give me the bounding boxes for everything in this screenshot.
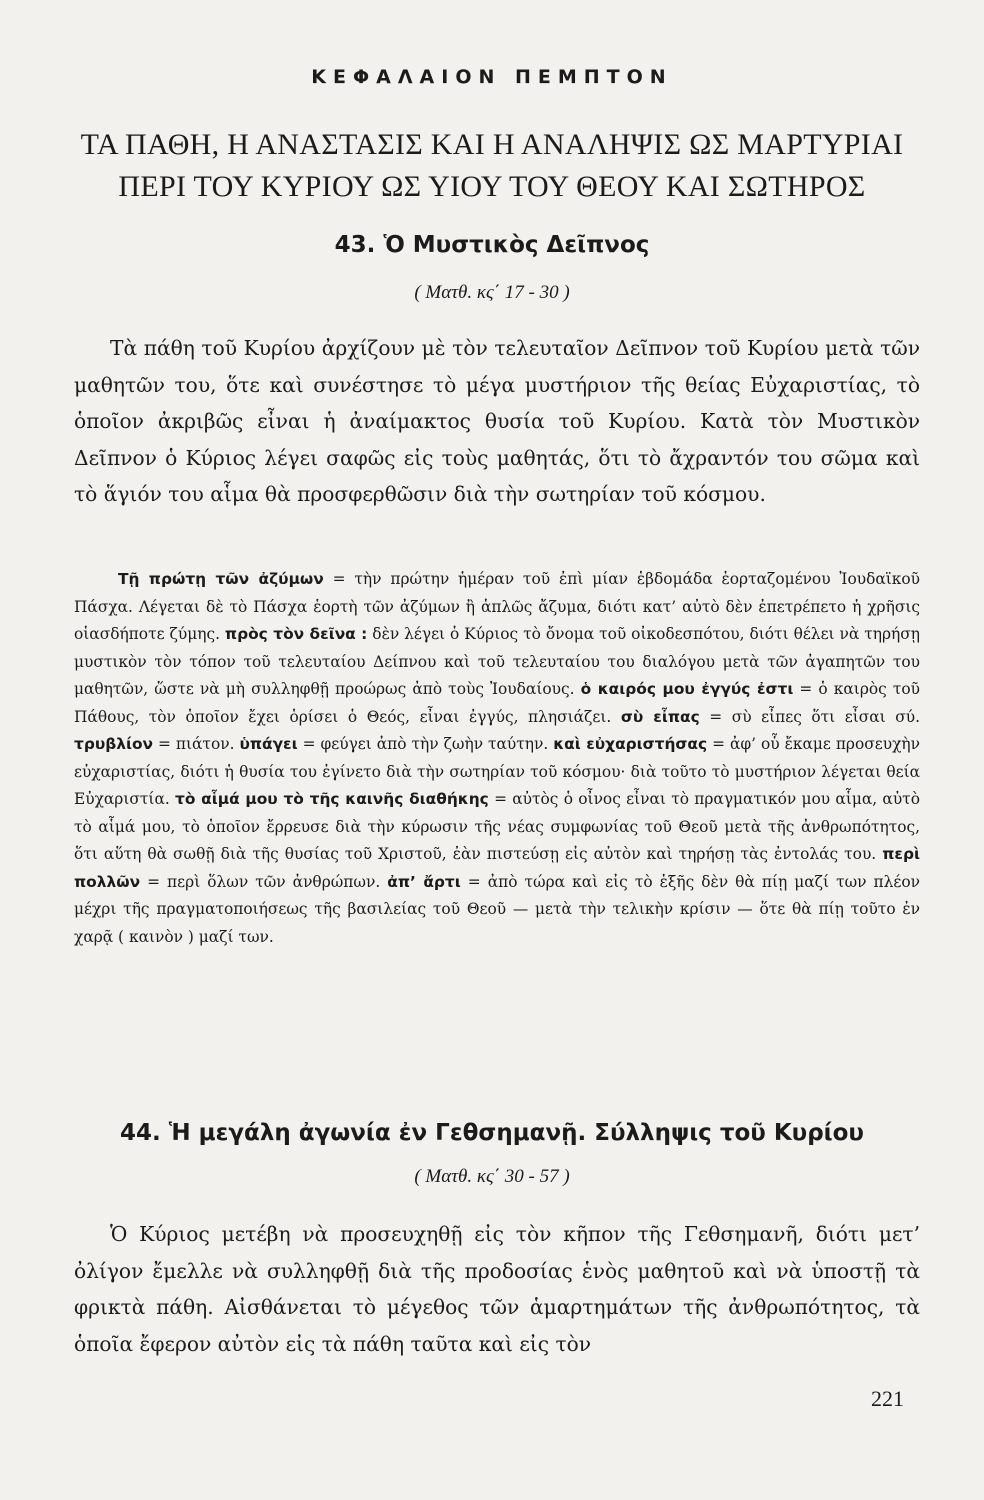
section-43-paragraph: Τὰ πάθη τοῦ Κυρίου ἀρχίζουν μὲ τὸν τελευταῖον Δεῖπνον τοῦ Κυρίου μετὰ τῶν μαθητῶν του, ὅτε καὶ συνέστησε τὸ μέγα μυστήριον τῆς θείας Εὐχαριστίας, τὸ ὁποῖον ἀκριβῶς εἶναι ἡ ἀναίμακτος θυσία τοῦ Κυρίου. Κατὰ τὸν Μυστικὸν Δεῖπνον ὁ Κύριος λέγει σαφῶς εἰς τοὺς μαθητάς, ὅτι τὸ ἄχραντόν του σῶμα καὶ τὸ ἅγιόν του αἷμα θὰ προσφερθῶσιν διὰ τὴν σωτηρίαν τοῦ κόσμου. [74, 336, 920, 506]
part-title-line-1: ΤΑ ΠΑΘΗ, Η ΑΝΑΣΤΑΣΙΣ ΚΑΙ Η ΑΝΑΛΗΨΙΣ ΩΣ ΜΑΡΤΥΡΙΑΙ [80, 128, 904, 161]
section-44-body [74, 1216, 920, 1362]
chapter-heading: ΚΕΦΑΛΑΙΟΝ ΠΕΜΠΤΟΝ [311, 66, 673, 88]
section-43-body [74, 330, 920, 513]
part-title [40, 124, 944, 208]
note-term: ὑπάγει [239, 735, 298, 753]
note-text: = τὴν πρώτην ἡμέραν τοῦ ἐπὶ μίαν ἑβδομάδα ἑορταζομένου Ἰουδαϊκοῦ Πάσχα. Λέγεται δὲ τὸ Πάσχα ἑορτὴ τῶν ἀζύμων ἢ ἁπλῶς ἄζυμα, διότι κατ’ αὐτὸ δὲν ἐπετρέπετο ἡ χρῆσις οἱασδήποτε ζύμης. [74, 570, 920, 643]
section-43-reference: ( Ματθ. κς΄ 17 - 30 ) [414, 282, 570, 303]
note-term: σὺ εἶπας [620, 707, 700, 726]
note-term: Τῇ πρώτῃ τῶν ἀζύμων [118, 570, 324, 588]
note-text: = ἀπὸ τώρα καὶ εἰς τὸ ἑξῆς δὲν θὰ πίῃ μαζί των πλέον μέχρι τῆς πραγματοποιήσεως τῆς βασιλείας τοῦ Θεοῦ — μετὰ τὴν τελικὴν κρίσιν — ὅτε θὰ πίῃ τοῦτο ἐν χαρᾷ ( καινὸν ) μαζί των. [74, 872, 920, 946]
note-term: καὶ εὐχαριστήσας [553, 735, 708, 753]
section-43-title: 43. Ὁ Μυστικὸς Δεῖπνος [334, 232, 650, 258]
note-text: = πιάτον. [153, 735, 240, 753]
section-44-title: 44. Ἡ μεγάλη ἀγωνία ἐν Γεθσημανῇ. Σύλληψις τοῦ Κυρίου [120, 1120, 864, 1146]
note-term: πρὸς τὸν δεῖνα : [224, 625, 368, 643]
note-term: ἀπ’ ἄρτι [387, 872, 461, 891]
note-term: τρυβλίον [74, 735, 154, 753]
note-text: = ὁ καιρὸς τοῦ Πάθους, τὸν ὁποῖον ἔχει ὁρίσει ὁ Θεός, εἶναι ἐγγύς, πλησιάζει. [74, 680, 920, 726]
note-text: = αὐτὸς ὁ οἶνος εἶναι τὸ πραγματικόν μου αἷμα, αὐτὸ τὸ αἷμά μου, τὸ ὁποῖον ἔρρευσε διὰ τὴν κύρωσιν τῆς νέας συμφωνίας τοῦ Θεοῦ μετὰ τῆς ἀνθρωπότητος, ὅτι αὕτη θὰ σωθῇ διὰ τῆς θυσίας τοῦ Χριστοῦ, ἐὰν πιστεύσῃ εἰς αὐτὸν καὶ τηρήσῃ τὰς ἐντολάς του. [74, 790, 920, 863]
page-number: 221 [871, 1386, 904, 1411]
note-text: δὲν λέγει ὁ Κύριος τὸ ὄνομα τοῦ οἰκοδεσπότου, διότι θέλει νὰ τηρήσῃ μυστικὸν τὸν τόπον τοῦ τελευταίου Δείπνου καὶ τοῦ τελευταίου του διαλόγου μετὰ τῶν ἀγαπητῶν του μαθητῶν, ὥστε νὰ μὴ συλληφθῇ προώρως ἀπὸ τοὺς Ἰουδαίους. [74, 625, 920, 698]
note-text: = ἀφ’ οὗ ἔκαμε προσευχὴν εὐχαριστίας, διότι ἡ θυσία του ἐγίνετο διὰ τὴν σωτηρίαν τοῦ κόσμου· διὰ τοῦτο τὸ μυστήριον λέγεται θεία Εὐχαριστία. [74, 735, 920, 808]
section-44-paragraph: Ὁ Κύριος μετέβη νὰ προσευχηθῇ εἰς τὸν κῆπον τῆς Γεθσημανῆ, διότι μετ’ ὀλίγον ἔμελλε νὰ συλληφθῇ διὰ τῆς προδοσίας ἑνὸς μαθητοῦ καὶ νὰ ὑποστῇ τὰ φρικτὰ πάθη. Αἰσθάνεται τὸ μέγεθος τῶν ἁμαρτημάτων τῆς ἀνθρωπότητος, τὰ ὁποῖα ἔφερον αὐτὸν εἰς τὰ πάθη ταῦτα καὶ εἰς τὸν [74, 1222, 920, 1356]
note-term: τὸ αἷμά μου τὸ τῆς καινῆς διαθήκης [175, 790, 489, 808]
section-44-reference: ( Ματθ. κς΄ 30 - 57 ) [414, 1166, 570, 1187]
part-title-line-2: ΠΕΡΙ ΤΟΥ ΚΥΡΙΟΥ ΩΣ ΥΙΟΥ ΤΟΥ ΘΕΟΥ ΚΑΙ ΣΩΤΗΡΟΣ [118, 170, 866, 203]
note-term: περὶ πολλῶν [74, 845, 920, 891]
note-term: ὁ καιρός μου ἐγγύς ἐστι [580, 680, 794, 698]
note-text: = σὺ εἶπες ὅτι εἶσαι σύ. [699, 707, 921, 726]
note-text: = φεύγει ἀπὸ τὴν ζωὴν ταύτην. [297, 735, 554, 753]
note-text: = περὶ ὅλων τῶν ἀνθρώπων. [140, 872, 388, 891]
section-43-notes [74, 566, 920, 951]
